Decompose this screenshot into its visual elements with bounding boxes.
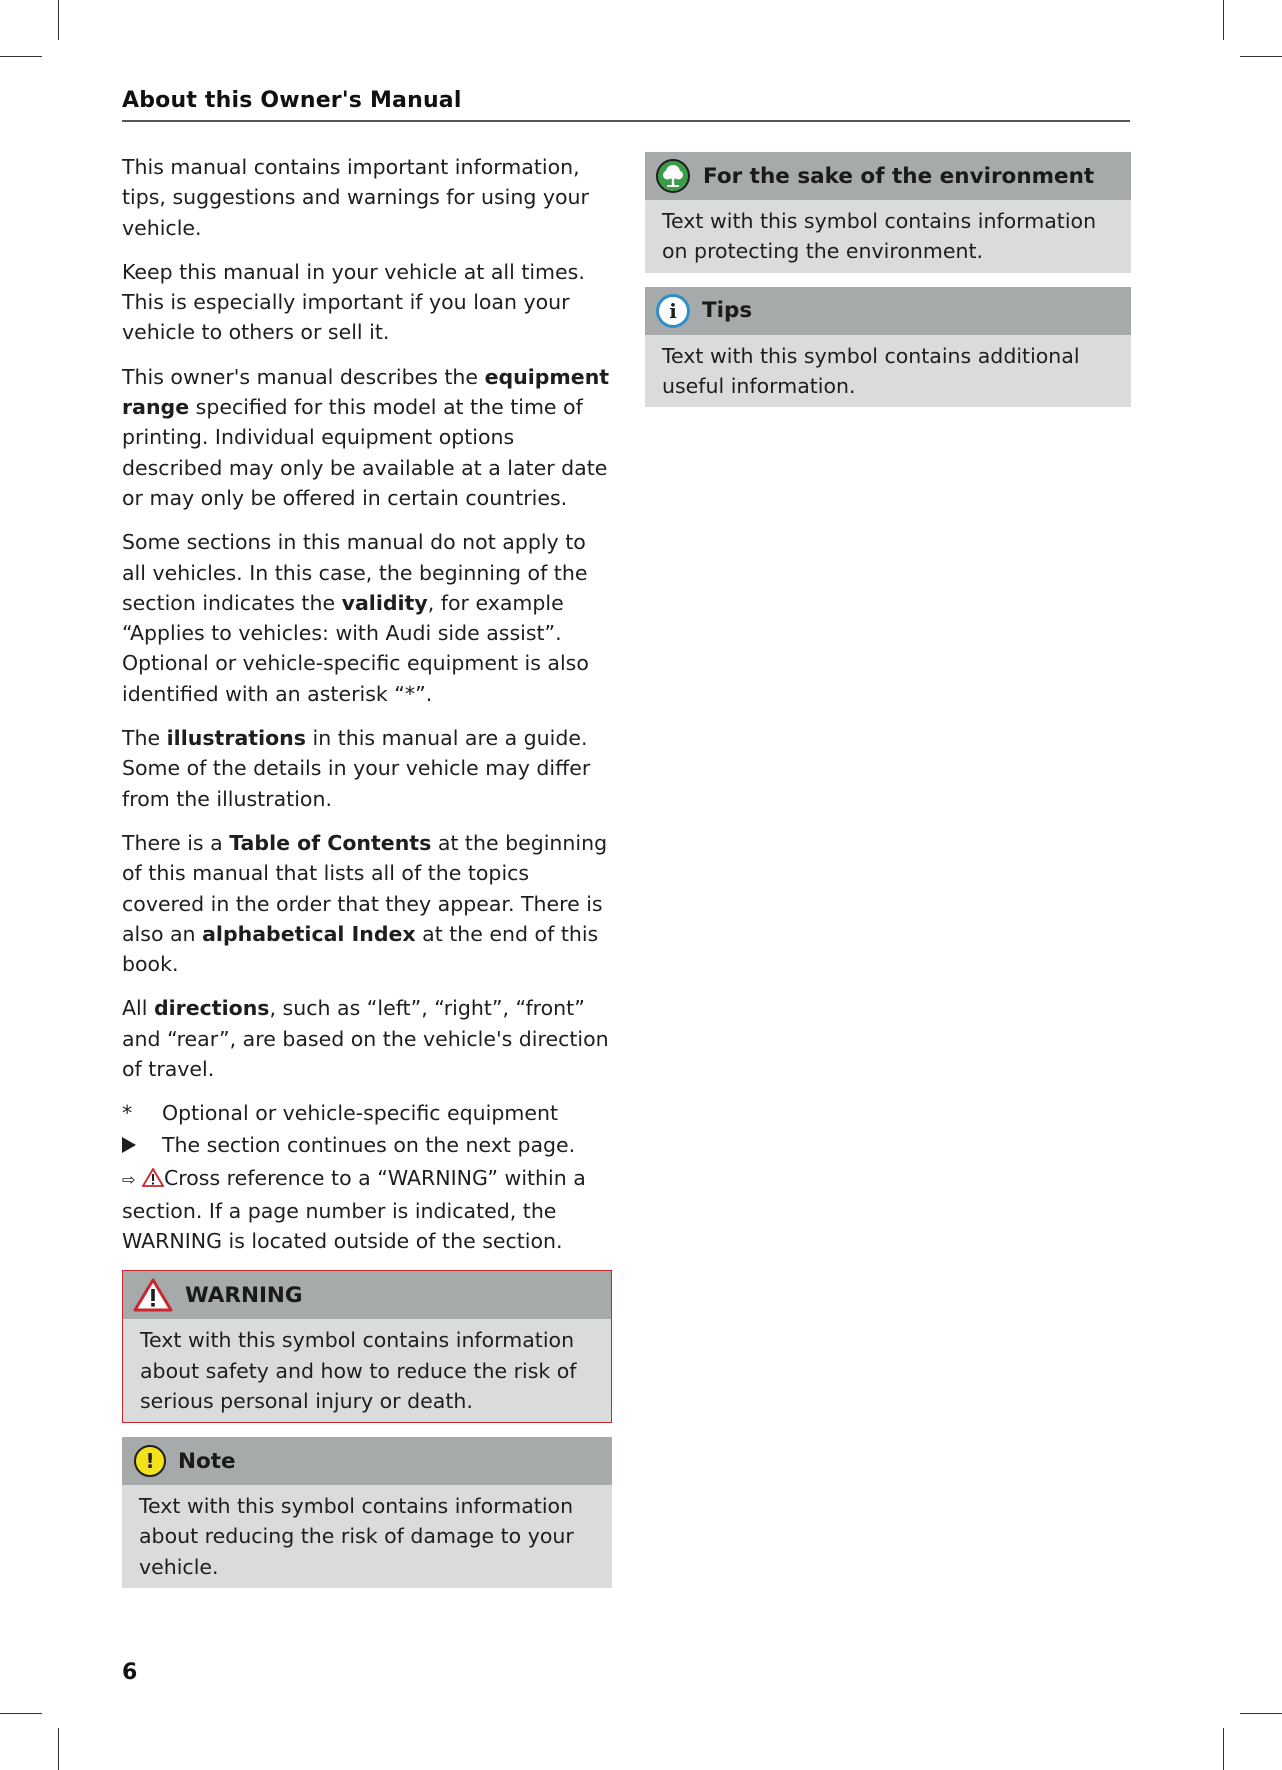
crop-mark bbox=[1240, 1713, 1282, 1714]
tips-box bbox=[645, 287, 1131, 408]
header-divider bbox=[122, 120, 1130, 122]
environment-box-title: For the sake of the environment bbox=[703, 163, 1095, 189]
environment-box bbox=[645, 152, 1131, 273]
left-column bbox=[122, 152, 612, 1602]
page-number: 6 bbox=[122, 1660, 138, 1685]
warning-box-body: Text with this symbol contains information about safety and how to reduce the risk of serious personal injury or death. bbox=[123, 1319, 611, 1422]
warning-box bbox=[122, 1270, 612, 1423]
keep-manual-paragraph: Keep this manual in your vehicle at all times. This is especially important if you loan your vehicle to others or sell it. bbox=[122, 259, 585, 345]
legend-text: Optional or vehicle-specific equipment bbox=[162, 1101, 558, 1126]
crop-mark bbox=[0, 56, 42, 57]
crop-mark bbox=[0, 1713, 42, 1714]
cross-reference-paragraph: ⇨ Cross reference to a “WARNING” within a section. If a page number is indicated, the WARNING is located outside of the section. bbox=[122, 1166, 586, 1253]
note-box-body: Text with this symbol contains information about reducing the risk of damage to your vehicle. bbox=[122, 1485, 612, 1588]
warning-box-header bbox=[123, 1271, 611, 1319]
legend-item-continues bbox=[122, 1130, 612, 1161]
tips-box-header bbox=[645, 287, 1131, 335]
crop-mark bbox=[58, 0, 59, 40]
note-box-title: Note bbox=[178, 1448, 236, 1474]
note-box-header bbox=[122, 1437, 612, 1485]
illustrations-paragraph: The illustrations in this manual are a guide. Some of the details in your vehicle may differ from the illustration. bbox=[122, 726, 591, 811]
equipment-range-paragraph: This owner's manual describes the equipment range specified for this model at the time of printing. Individual equipment options described may only be available at a later date or may only be offered in certain countries. bbox=[122, 364, 610, 510]
warning-triangle-small-icon bbox=[142, 1168, 164, 1187]
table-of-contents-paragraph: There is a Table of Contents at the beginning of this manual that lists all of the topics covered in the order that they appear. There is also an alphabetical Index at the end of this book. bbox=[122, 830, 608, 977]
note-box bbox=[122, 1437, 612, 1588]
play-triangle-icon bbox=[122, 1137, 136, 1153]
validity-paragraph: Some sections in this manual do not apply to all vehicles. In this case, the beginning of the section indicates the validity, for example “Applies to vehicles: with Audi side assist”. Optional or vehicle-specific equipment is also identified with an asterisk “*”. bbox=[122, 530, 589, 706]
tips-box-title: Tips bbox=[702, 298, 753, 324]
crop-mark bbox=[1240, 56, 1282, 57]
crop-mark bbox=[1223, 0, 1224, 40]
warning-box-title: WARNING bbox=[185, 1282, 303, 1308]
tree-leaf-icon bbox=[655, 158, 691, 194]
environment-box-header bbox=[645, 152, 1131, 200]
tips-box-body: Text with this symbol contains additional useful information. bbox=[645, 335, 1131, 408]
exclamation-circle-icon: ! bbox=[134, 1445, 166, 1477]
legend-item-asterisk bbox=[122, 1098, 612, 1128]
intro-paragraph: This manual contains important information, tips, suggestions and warnings for using your vehicle. bbox=[122, 155, 589, 240]
directions-paragraph: All directions, such as “left”, “right”, “front” and “rear”, are based on the vehicle's direction of travel. bbox=[122, 996, 609, 1082]
legend-text: The section continues on the next page. bbox=[162, 1133, 576, 1158]
environment-box-body: Text with this symbol contains information on protecting the environment. bbox=[645, 200, 1131, 273]
page-header-title: About this Owner's Manual bbox=[122, 88, 462, 113]
asterisk-icon: * bbox=[122, 1101, 133, 1126]
right-column bbox=[645, 152, 1131, 421]
crop-mark bbox=[1223, 1728, 1224, 1770]
warning-triangle-icon bbox=[133, 1278, 173, 1312]
crop-mark bbox=[58, 1728, 59, 1770]
info-circle-icon: i bbox=[656, 294, 690, 328]
arrow-right-icon: ⇨ bbox=[122, 1170, 136, 1190]
